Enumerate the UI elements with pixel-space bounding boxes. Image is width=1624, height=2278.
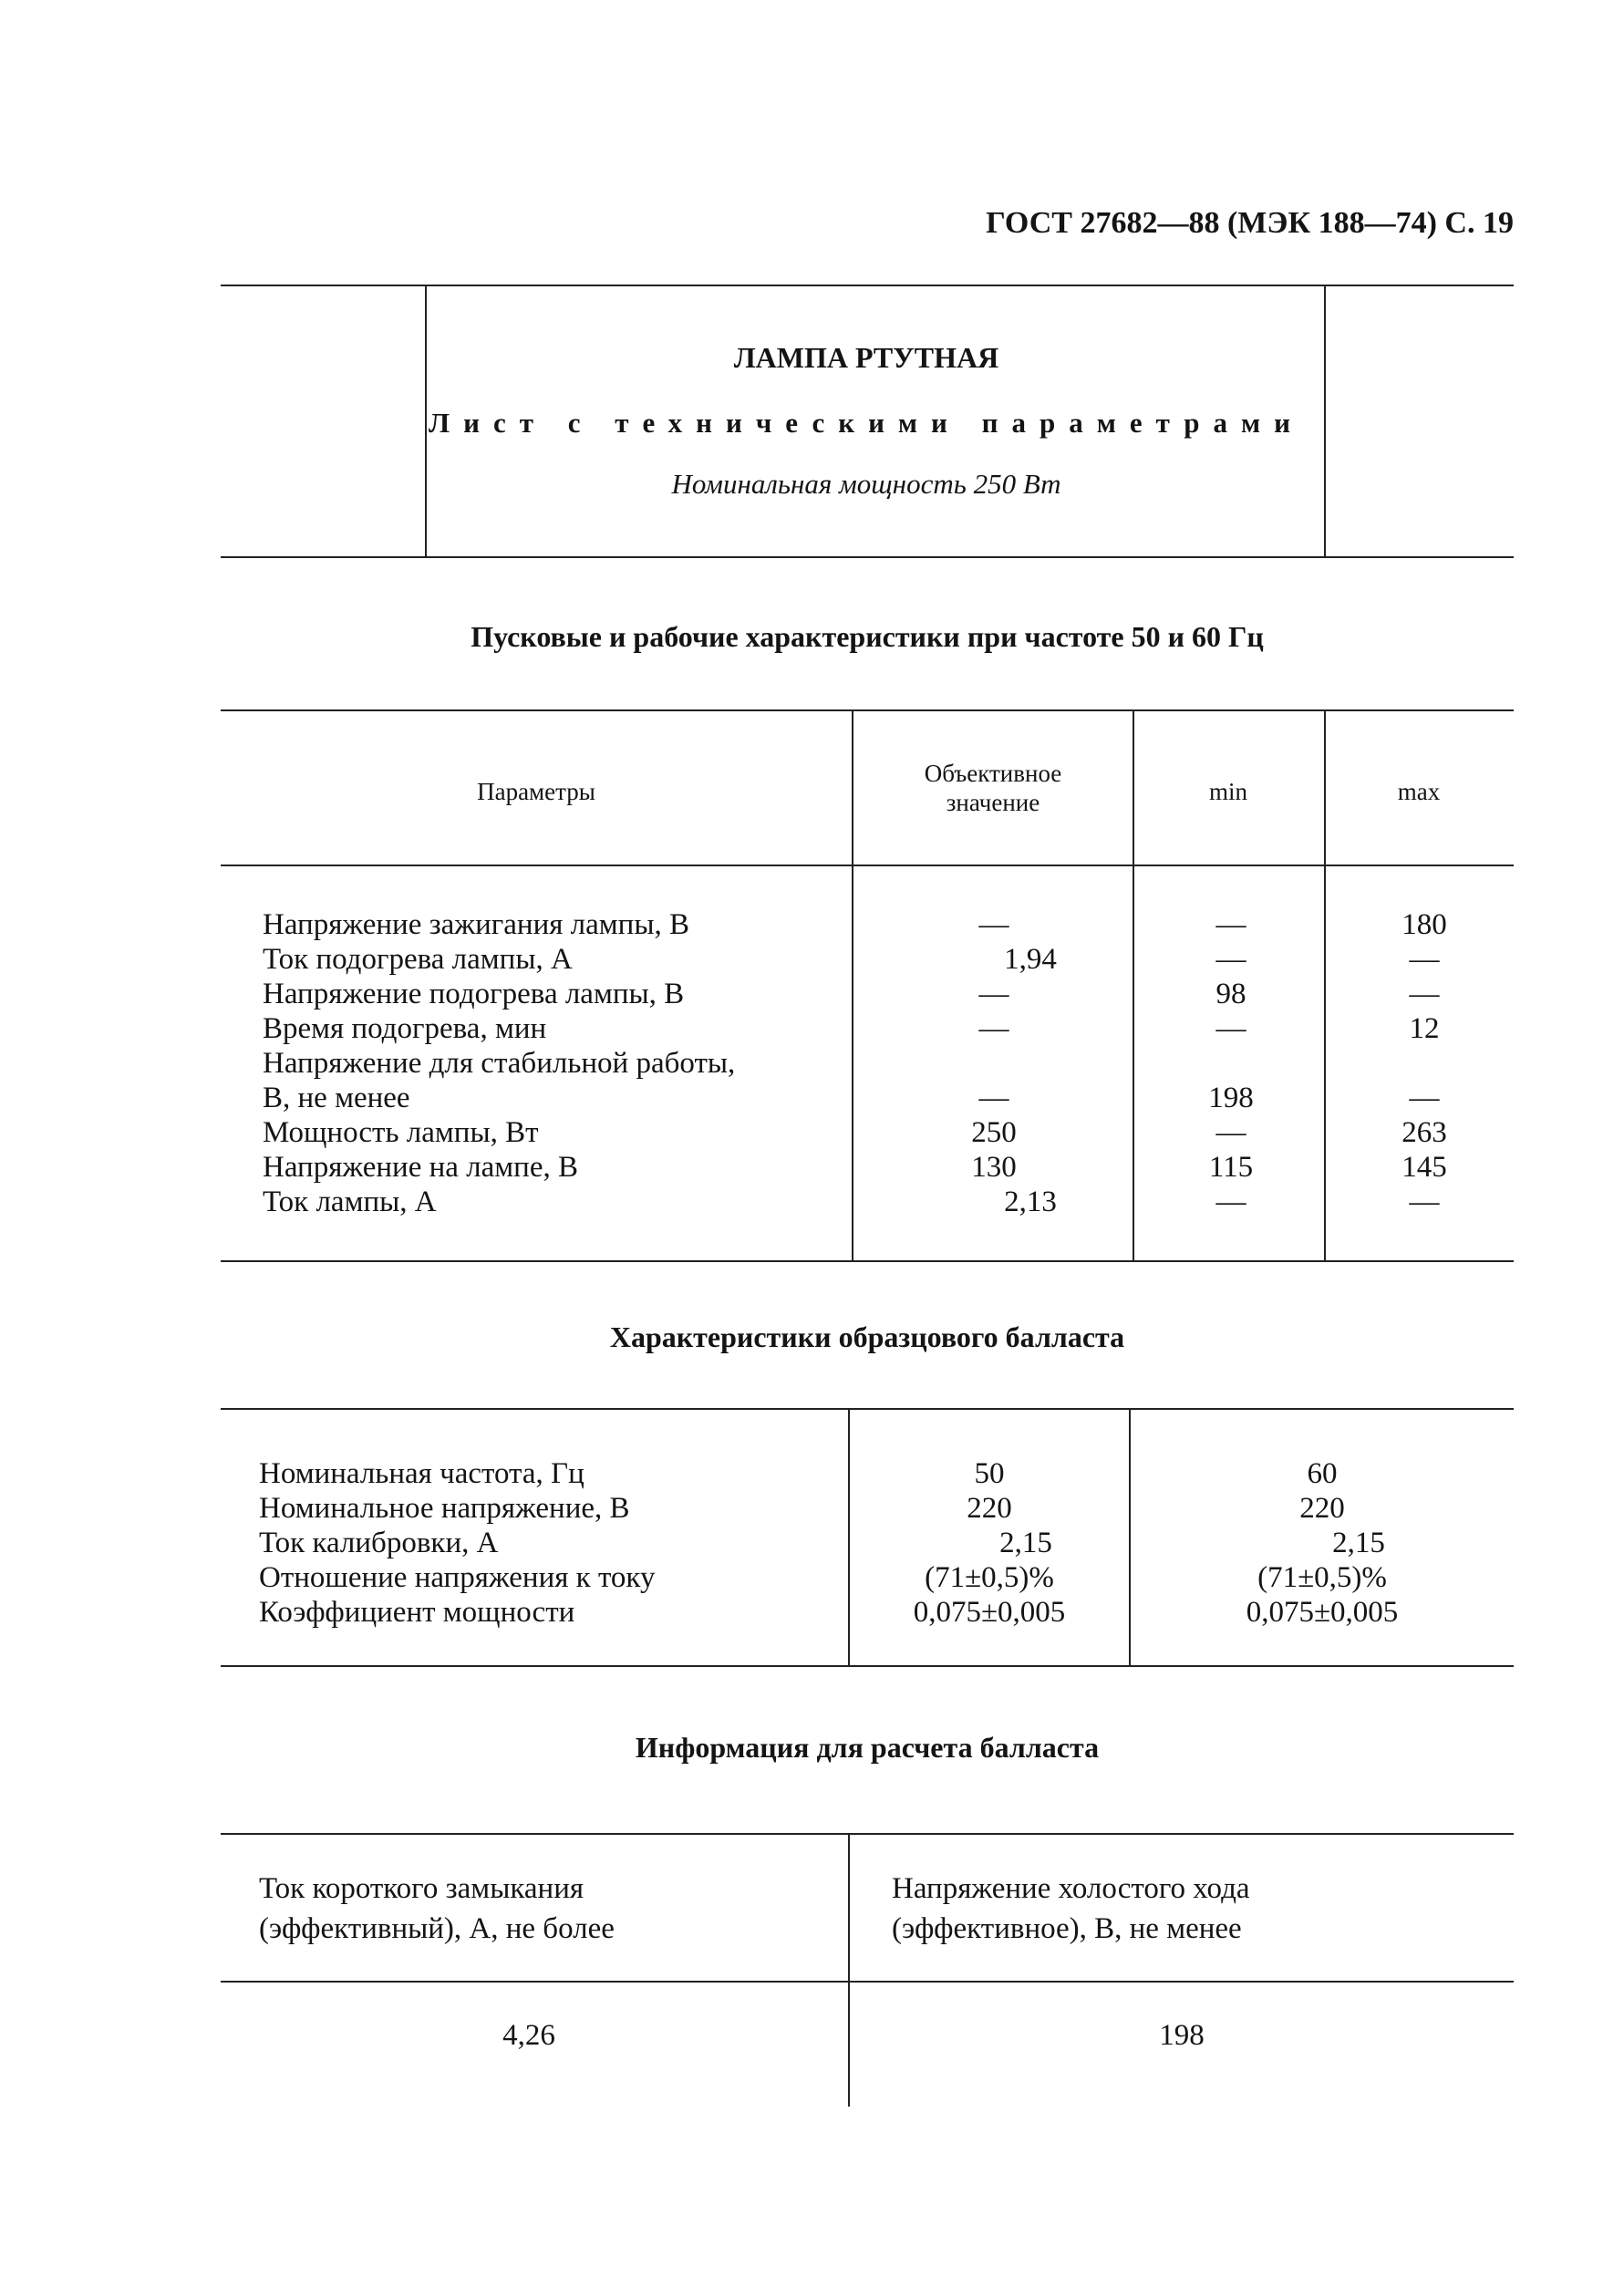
table1-header-rule [221, 865, 1514, 866]
open-circuit-header-line1: Напряжение холостого хода [892, 1872, 1250, 1905]
row-min: — [1215, 908, 1246, 941]
title-block-top-rule [221, 285, 1514, 286]
open-circuit-value: 198 [1159, 2019, 1205, 2052]
lamp-title: ЛАМПА РТУТНАЯ [733, 341, 999, 374]
section3-title: Информация для расчета балласта [635, 1731, 1100, 1764]
row-value-50hz: (71±0,5)% [925, 1561, 1054, 1594]
row-value-50hz: 220 [967, 1492, 1012, 1525]
row-min: 98 [1215, 978, 1246, 1010]
row-label: Напряжение подогрева лампы, В [263, 978, 685, 1010]
table3-top-rule [221, 1833, 1514, 1835]
row-label: Ток лампы, А [263, 1186, 437, 1218]
table3-header-rule [221, 1981, 1514, 1983]
row-label: Номинальная частота, Гц [259, 1457, 584, 1490]
row-objective: 130 [971, 1151, 1017, 1184]
row-value-60hz: 220 [1299, 1492, 1345, 1525]
row-value-50hz: 2,15 [999, 1527, 1052, 1559]
row-label: Время подогрева, мин [263, 1012, 547, 1045]
row-label: Отношение напряжения к току [259, 1561, 656, 1594]
row-label: Напряжение на лампе, В [263, 1151, 578, 1184]
table2-bottom-rule [221, 1665, 1514, 1667]
row-min: — [1215, 1186, 1246, 1218]
page-header-reference: ГОСТ 27682—88 (МЭК 188—74) С. 19 [986, 206, 1514, 240]
row-min: 198 [1208, 1082, 1254, 1114]
section1-title: Пусковые и рабочие характеристики при частоте 50 и 60 Гц [471, 620, 1264, 653]
table1-top-rule [221, 709, 1514, 711]
row-objective: — [978, 908, 1009, 941]
table2-col-divider-1 [848, 1408, 850, 1667]
col-header-objective: Объективное значение [924, 760, 1062, 816]
row-min: — [1215, 1116, 1246, 1149]
short-circuit-header-line2: (эффективный), А, не более [259, 1912, 615, 1945]
short-circuit-header-line1: Ток короткого замыкания [259, 1872, 584, 1905]
section2-title: Характеристики образцового балласта [609, 1320, 1125, 1353]
row-max: 180 [1402, 908, 1447, 941]
open-circuit-header-line2: (эффективное), В, не менее [892, 1912, 1242, 1945]
row-max: 263 [1402, 1116, 1447, 1149]
row-objective: — [978, 978, 1009, 1010]
row-value-60hz: 60 [1307, 1457, 1338, 1490]
table1-col-divider-1 [852, 709, 853, 1262]
row-label: Мощность лампы, Вт [263, 1116, 539, 1149]
row-min: — [1215, 943, 1246, 976]
row-max: — [1409, 978, 1440, 1010]
col-header-max: max [1397, 778, 1441, 805]
title-block-bottom-rule [221, 556, 1514, 558]
row-label: Напряжение для стабильной работы, [263, 1047, 736, 1080]
row-value-60hz: (71±0,5)% [1257, 1561, 1387, 1594]
row-label: Ток калибровки, А [259, 1527, 499, 1559]
nominal-power: Номинальная мощность 250 Вт [671, 468, 1061, 500]
col-header-parameters: Параметры [477, 778, 595, 805]
table2-top-rule [221, 1408, 1514, 1410]
row-objective: — [978, 1012, 1009, 1045]
row-label: Ток подогрева лампы, А [263, 943, 573, 976]
row-max: — [1409, 1082, 1440, 1114]
row-max: 12 [1409, 1012, 1440, 1045]
title-block-right-rule [1324, 285, 1326, 558]
row-value-50hz: 50 [974, 1457, 1005, 1490]
row-max: 145 [1402, 1151, 1447, 1184]
table1-bottom-rule [221, 1260, 1514, 1262]
row-max: — [1409, 1186, 1440, 1218]
row-objective: — [978, 1082, 1009, 1114]
short-circuit-value: 4,26 [502, 2019, 555, 2052]
row-min: — [1215, 1012, 1246, 1045]
row-objective: 2,13 [1004, 1186, 1057, 1218]
row-objective: 1,94 [1004, 943, 1057, 976]
row-value-50hz: 0,075±0,005 [913, 1596, 1066, 1629]
row-value-60hz: 0,075±0,005 [1246, 1596, 1399, 1629]
sheet-subtitle: Лист с техническими параметрами [429, 407, 1304, 439]
table3-col-divider [848, 1833, 850, 2107]
row-objective: 250 [971, 1116, 1017, 1149]
row-max: — [1409, 943, 1440, 976]
row-label: В, не менее [263, 1082, 410, 1114]
row-label: Коэффициент мощности [259, 1596, 575, 1629]
row-min: 115 [1208, 1151, 1254, 1184]
title-block-left-rule [425, 285, 427, 558]
row-label: Напряжение зажигания лампы, В [263, 908, 690, 941]
row-label: Номинальное напряжение, В [259, 1492, 630, 1525]
col-header-min: min [1208, 778, 1247, 805]
row-value-60hz: 2,15 [1332, 1527, 1385, 1559]
